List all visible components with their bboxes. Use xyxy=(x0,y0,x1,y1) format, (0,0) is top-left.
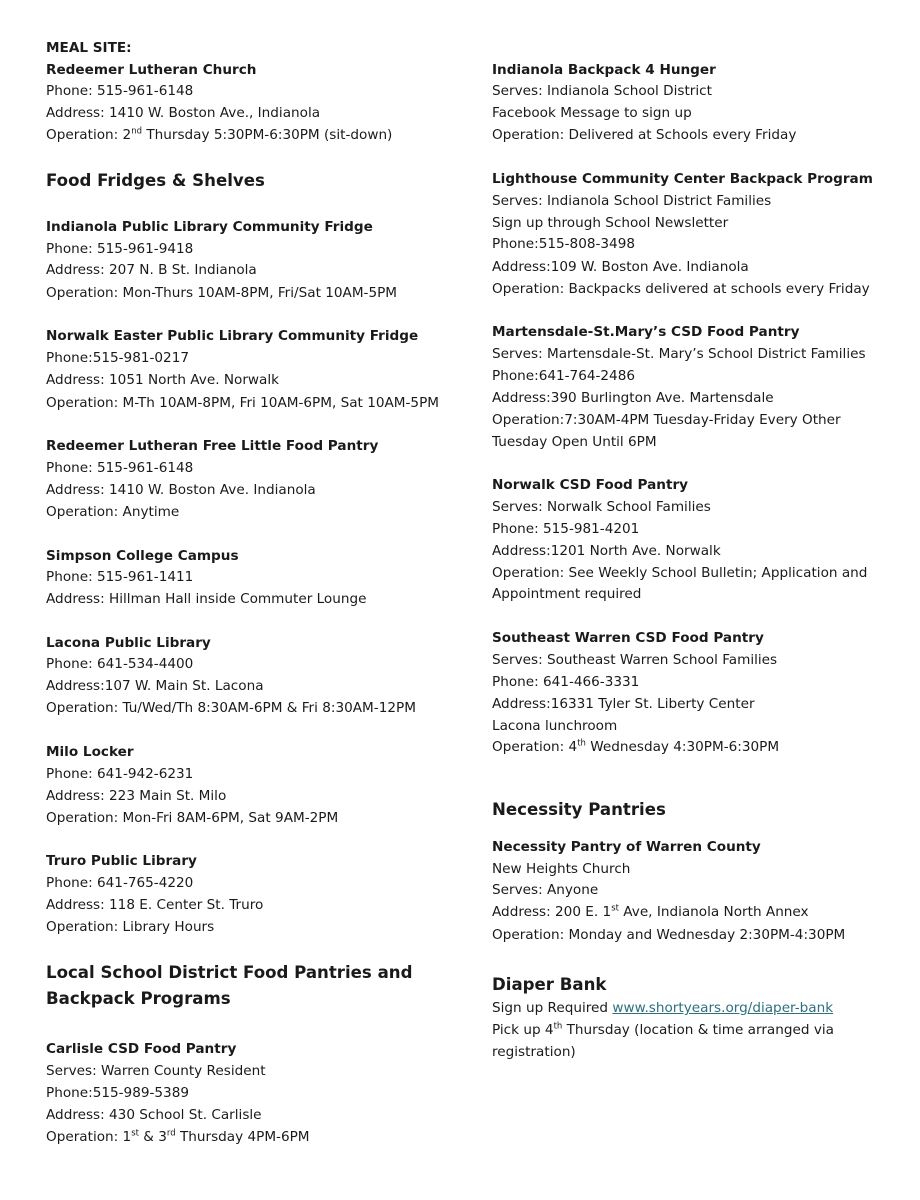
southeast-address-cont: Lacona lunchroom xyxy=(492,718,618,734)
fridge-name: Indianola Public Library Community Fridge xyxy=(46,219,373,235)
diaper-pickup-cont: registration) xyxy=(492,1044,576,1060)
lighthouse-signup: Sign up through School Newsletter xyxy=(492,215,729,231)
martensdale-operation-cont: Tuesday Open Until 6PM xyxy=(492,434,657,450)
fridge-name: Simpson College Campus xyxy=(46,548,239,564)
norwalk-serves: Serves: Norwalk School Families xyxy=(492,499,711,515)
fridge-address: Address: 1410 W. Boston Ave. Indianola xyxy=(46,482,316,498)
meal-site-name: Redeemer Lutheran Church xyxy=(46,62,257,78)
fridge-phone: Phone: 641-534-4400 xyxy=(46,656,194,672)
fridge-phone: Phone: 641-942-6231 xyxy=(46,766,194,782)
fridge-name: Redeemer Lutheran Free Little Food Pantry xyxy=(46,438,379,454)
martensdale-name: Martensdale-St.Mary’s CSD Food Pantry xyxy=(492,324,800,340)
fridge-name: Lacona Public Library xyxy=(46,635,211,651)
fridges-heading: Food Fridges & Shelves xyxy=(46,171,265,190)
fridge-phone: Phone: 641-765-4220 xyxy=(46,875,194,891)
necessity-operation: Operation: Monday and Wednesday 2:30PM-4:30PM xyxy=(492,927,846,943)
lighthouse-phone: Phone:515-808-3498 xyxy=(492,236,635,252)
southeast-serves: Serves: Southeast Warren School Families xyxy=(492,652,778,668)
lighthouse-name: Lighthouse Community Center Backpack Program xyxy=(492,171,873,187)
fridge-phone: Phone: 515-961-9418 xyxy=(46,241,194,257)
necessity-church: New Heights Church xyxy=(492,861,631,877)
fridge-address: Address: 1051 North Ave. Norwalk xyxy=(46,372,280,388)
fridge-operation: Operation: M-Th 10AM-8PM, Fri 10AM-6PM, Sat 10AM-5PM xyxy=(46,395,440,411)
necessity-address: Address: 200 E. 1st Ave, Indianola North Annex xyxy=(492,903,809,920)
fridge-name: Truro Public Library xyxy=(46,853,197,869)
fridge-phone: Phone: 515-961-1411 xyxy=(46,569,194,585)
norwalk-name: Norwalk CSD Food Pantry xyxy=(492,477,689,493)
fridge-name: Milo Locker xyxy=(46,744,134,760)
diaper-pickup: Pick up 4th Thursday (location & time arranged via xyxy=(492,1021,834,1038)
backpack-name: Indianola Backpack 4 Hunger xyxy=(492,62,716,78)
fridge-address: Address: 223 Main St. Milo xyxy=(46,788,227,804)
fridge-phone: Phone:515-981-0217 xyxy=(46,350,189,366)
meal-site-phone: Phone: 515-961-6148 xyxy=(46,83,194,99)
southeast-phone: Phone: 641-466-3331 xyxy=(492,674,640,690)
martensdale-operation: Operation:7:30AM-4PM Tuesday-Friday Every Other xyxy=(492,412,841,428)
meal-site-address: Address: 1410 W. Boston Ave., Indianola xyxy=(46,105,321,121)
martensdale-phone: Phone:641-764-2486 xyxy=(492,368,635,384)
necessity-heading: Necessity Pantries xyxy=(492,800,666,819)
norwalk-operation-cont: Appointment required xyxy=(492,586,642,602)
necessity-name: Necessity Pantry of Warren County xyxy=(492,839,761,855)
fridge-address: Address: 118 E. Center St. Truro xyxy=(46,897,264,913)
fridge-address: Address:107 W. Main St. Lacona xyxy=(46,678,264,694)
fridge-operation: Operation: Library Hours xyxy=(46,919,215,935)
school-heading: Local School District Food Pantries and xyxy=(46,963,413,982)
meal-site-label: MEAL SITE: xyxy=(46,40,132,56)
diaper-heading: Diaper Bank xyxy=(492,975,607,994)
lighthouse-operation: Operation: Backpacks delivered at schools every Friday xyxy=(492,281,870,297)
lighthouse-serves: Serves: Indianola School District Families xyxy=(492,193,772,209)
meal-site-operation: Operation: 2nd Thursday 5:30PM-6:30PM (sit-down) xyxy=(46,126,393,143)
diaper-bank-link[interactable]: www.shortyears.org/diaper-bank xyxy=(612,1000,834,1016)
fridge-operation: Operation: Mon-Thurs 10AM-8PM, Fri/Sat 10AM-5PM xyxy=(46,285,398,301)
norwalk-operation: Operation: See Weekly School Bulletin; Application and xyxy=(492,565,868,581)
norwalk-address: Address:1201 North Ave. Norwalk xyxy=(492,543,721,559)
fridge-operation: Operation: Mon-Fri 8AM-6PM, Sat 9AM-2PM xyxy=(46,810,339,826)
fridge-address: Address: 207 N. B St. Indianola xyxy=(46,262,257,278)
necessity-serves: Serves: Anyone xyxy=(492,882,599,898)
carlisle-serves: Serves: Warren County Resident xyxy=(46,1063,266,1079)
fridge-name: Norwalk Easter Public Library Community Fridge xyxy=(46,328,419,344)
fridge-operation: Operation: Tu/Wed/Th 8:30AM-6PM & Fri 8:30AM-12PM xyxy=(46,700,416,716)
fridge-address: Address: Hillman Hall inside Commuter Lounge xyxy=(46,591,367,607)
diaper-signup: Sign up Required www.shortyears.org/diaper-bank xyxy=(492,1000,834,1016)
backpack-signup: Facebook Message to sign up xyxy=(492,105,692,121)
backpack-serves: Serves: Indianola School District xyxy=(492,83,712,99)
fridge-operation: Operation: Anytime xyxy=(46,504,180,520)
fridge-phone: Phone: 515-961-6148 xyxy=(46,460,194,476)
backpack-operation: Operation: Delivered at Schools every Friday xyxy=(492,127,797,143)
carlisle-phone: Phone:515-989-5389 xyxy=(46,1085,189,1101)
southeast-address: Address:16331 Tyler St. Liberty Center xyxy=(492,696,755,712)
southeast-operation: Operation: 4th Wednesday 4:30PM-6:30PM xyxy=(492,738,780,755)
norwalk-phone: Phone: 515-981-4201 xyxy=(492,521,640,537)
carlisle-operation: Operation: 1st & 3rd Thursday 4PM-6PM xyxy=(46,1128,310,1145)
martensdale-serves: Serves: Martensdale-St. Mary’s School District Families xyxy=(492,346,866,362)
school-heading-cont: Backpack Programs xyxy=(46,989,231,1008)
lighthouse-address: Address:109 W. Boston Ave. Indianola xyxy=(492,259,749,275)
martensdale-address: Address:390 Burlington Ave. Martensdale xyxy=(492,390,774,406)
southeast-name: Southeast Warren CSD Food Pantry xyxy=(492,630,764,646)
carlisle-name: Carlisle CSD Food Pantry xyxy=(46,1041,237,1057)
carlisle-address: Address: 430 School St. Carlisle xyxy=(46,1107,262,1123)
